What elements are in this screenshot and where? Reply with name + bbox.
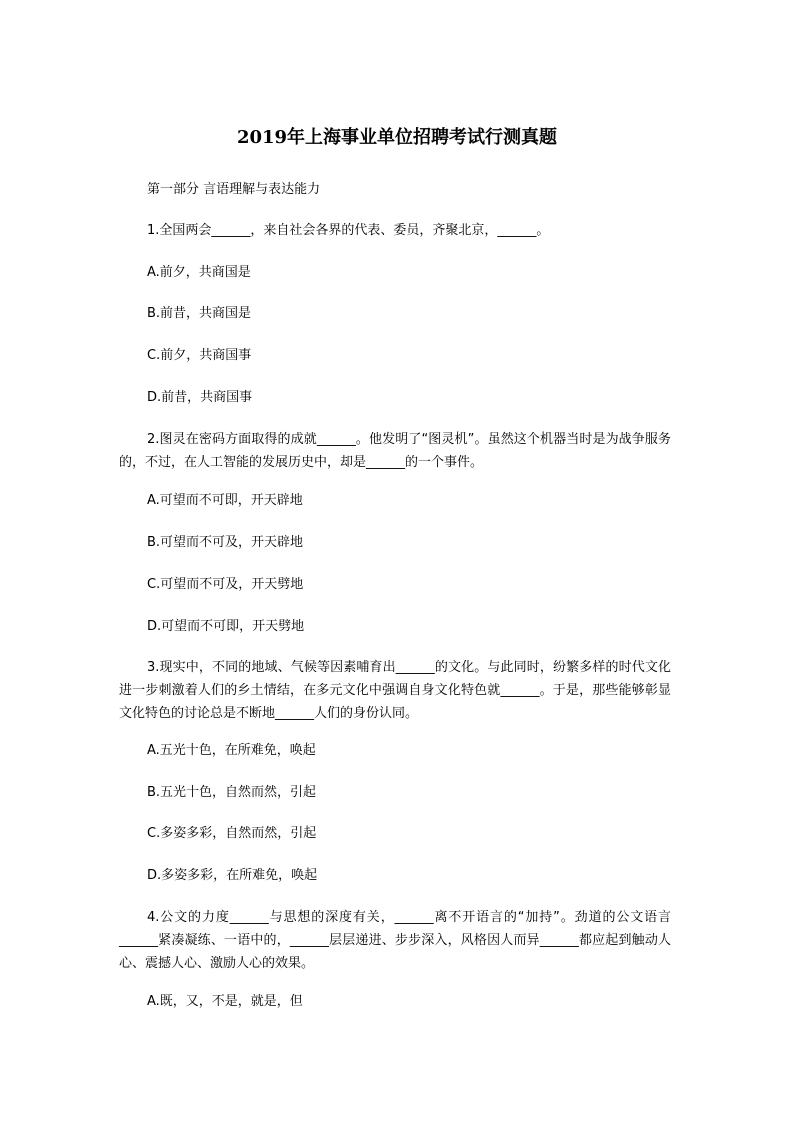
question-1-option-b: B.前昔，共商国是 [147, 306, 252, 321]
question-2-stem: 2.图灵在密码方面取得的成就______。他发明了“图灵机”。虽然这个机器当时是为战争服务的，不过，在人工智能的发展历史中，却是______的一个事件。 [119, 432, 671, 470]
page-title: 2019年上海事业单位招聘考试行测真题 [236, 127, 558, 148]
question-3-option-d: D.多姿多彩，在所难免，唤起 [147, 868, 318, 883]
question-1-option-c: C.前夕，共商国事 [147, 348, 252, 363]
question-3-option-c: C.多姿多彩，自然而然，引起 [147, 826, 317, 841]
question-3-stem: 3.现实中，不同的地域、气候等因素哺育出______的文化。与此同时，纷繁多样的时代文化进一步刺激着人们的乡土情结，在多元文化中强调自身文化特色就______。于是，那些能够彰显文化特色的讨论总是不断地______人们的身份认同。 [119, 660, 671, 721]
question-2-option-b: B.可望而不可及，开天辟地 [147, 535, 304, 550]
question-2-option-c: C.可望而不可及，开天劈地 [147, 577, 304, 592]
question-1-option-a: A.前夕，共商国是 [147, 265, 251, 280]
section-heading: 第一部分 言语理解与表达能力 [147, 182, 321, 197]
question-3-option-b: B.五光十色，自然而然，引起 [147, 785, 317, 800]
question-2-option-a: A.可望而不可即，开天辟地 [147, 493, 303, 508]
question-4-option-a: A.既，又，不是，就是，但 [147, 994, 303, 1009]
question-3-option-a: A.五光十色，在所难免，唤起 [147, 743, 316, 758]
question-1-option-d: D.前昔，共商国事 [147, 390, 253, 405]
question-4-stem: 4.公文的力度______与思想的深度有关，______离不开语言的“加持”。劲道的公文语言______紧凑凝练、一语中的，______层层递进、步步深入，风格因人而异______都应起到触动人心、震撼人心、激励人心的效果。 [119, 910, 671, 971]
question-1-stem: 1.全国两会______，来自社会各界的代表、委员，齐聚北京，______。 [147, 223, 550, 238]
question-2-option-d: D.可望而不可即，开天劈地 [147, 619, 305, 634]
